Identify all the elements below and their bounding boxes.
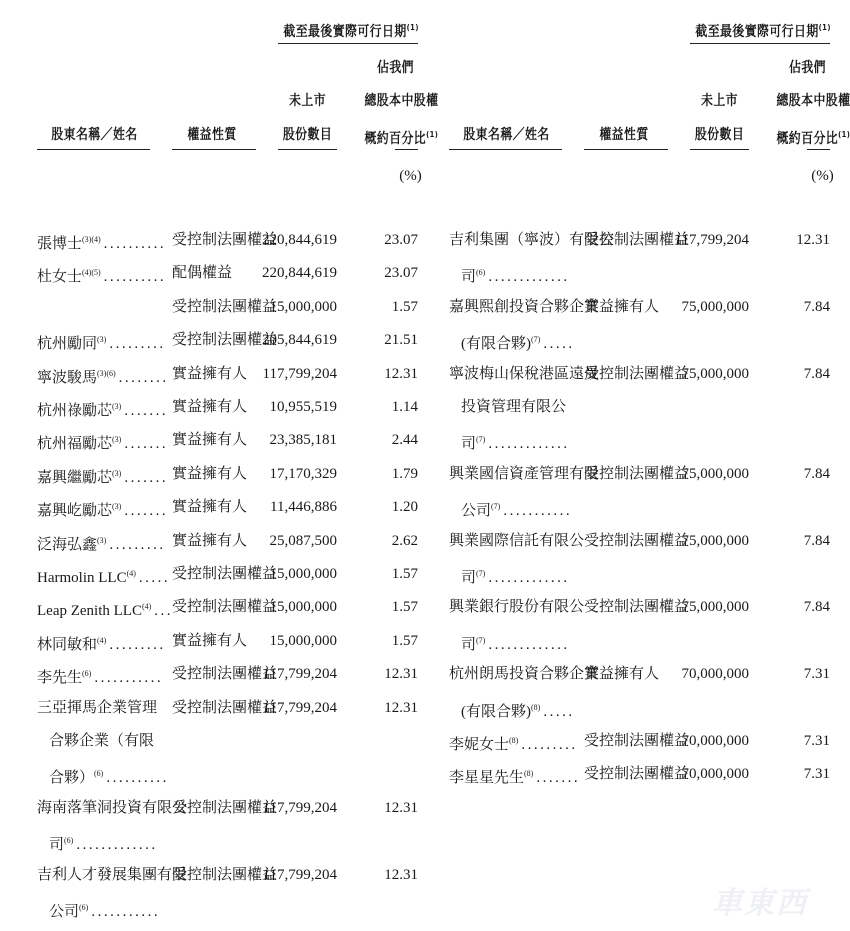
right-interest-nature: 受控制法團權益: [584, 599, 690, 616]
dot-leader: ...: [154, 603, 174, 620]
name-text: 杜女士: [37, 269, 83, 286]
left-share-count: 205,844,619: [262, 332, 337, 349]
name-text: 合夥）: [49, 770, 95, 787]
footnote-ref: (3): [112, 435, 122, 445]
left-shares-header-1: 未上市: [289, 93, 326, 109]
left-interest-nature: 受控制法團權益: [172, 566, 278, 582]
footnote-ref: (6): [94, 769, 104, 779]
group-title-text: 截至最後實際可行日期: [695, 24, 819, 40]
footnote-ref: (4): [97, 635, 107, 645]
left-name-header: 股東名稱／姓名: [51, 127, 138, 143]
left-shareholder-name: [37, 665, 163, 687]
right-percentage: 12.31: [796, 232, 830, 248]
left-nature-header: 權益性質: [187, 127, 237, 143]
left-shareholder-name: [37, 365, 169, 387]
left-shareholder-name: [37, 866, 187, 884]
right-pct-header-2: 總股本中股權: [776, 93, 850, 109]
left-share-count: 117,799,204: [262, 866, 337, 883]
footnote-ref: (4): [141, 602, 152, 612]
name-text: 三亞揮馬企業管理: [37, 699, 158, 716]
dot-leader: .........: [109, 536, 166, 553]
left-group-underline: [278, 43, 418, 44]
dot-leader: .........: [521, 737, 578, 753]
left-shareholder-name: [37, 598, 173, 620]
left-interest-nature: 受控制法團權益: [172, 666, 278, 683]
group-title-text: 截至最後實際可行日期: [283, 24, 407, 40]
right-shares-underline: [690, 149, 749, 150]
right-shareholder-name: [449, 765, 580, 787]
left-interest-nature: 受控制法團權益: [172, 699, 278, 716]
left-share-count: 23,385,181: [269, 432, 337, 449]
name-text: 興業銀行股份有限公: [449, 599, 585, 616]
left-interest-nature: 受控制法團權益: [172, 298, 278, 315]
pct-header-text: 概約百分比: [364, 131, 427, 147]
left-shareholder-name: [37, 331, 166, 353]
dot-leader: .........: [109, 336, 166, 353]
footnote-ref: (3)(4): [82, 235, 101, 244]
right-percentage: 7.31: [803, 766, 830, 783]
left-percentage: 12.31: [384, 699, 418, 716]
right-shareholder-name: [449, 532, 584, 550]
left-shareholder-name: [37, 431, 168, 453]
dot-leader: .......: [536, 770, 581, 787]
left-share-count: 117,799,204: [262, 699, 337, 716]
left-interest-nature: 實益擁有人: [172, 432, 248, 449]
name-text: 公司: [49, 904, 80, 920]
left-name-underline: [37, 149, 150, 150]
right-shareholder-name: [449, 665, 599, 683]
watermark-logo: 車東西: [712, 886, 808, 921]
dot-leader: .............: [76, 837, 158, 854]
right-percentage: 7.84: [803, 599, 830, 616]
left-nature-underline: [172, 149, 256, 150]
left-percentage: 1.57: [391, 298, 418, 315]
left-shareholder-name: [37, 699, 157, 717]
left-percentage: 12.31: [384, 365, 418, 382]
footnote-ref: (8): [524, 769, 534, 779]
left-group-title: [283, 19, 419, 41]
left-share-count: 10,955,519: [269, 399, 337, 415]
right-shareholder-name: [461, 398, 566, 416]
right-shares-header-1: 未上市: [701, 93, 738, 109]
dot-leader: .............: [488, 570, 570, 586]
left-shareholder-name: [37, 532, 166, 554]
name-text: 杭州福勵芯: [37, 436, 113, 453]
dot-leader: .............: [488, 636, 570, 653]
footnote-ref: (6): [79, 903, 89, 912]
footnote-ref: (7): [476, 569, 486, 578]
left-interest-nature: 實益擁有人: [172, 632, 248, 649]
name-text: 司: [461, 269, 477, 286]
right-shareholder-name: [461, 565, 570, 587]
dot-leader: ..........: [103, 236, 167, 252]
right-shareholder-name: [449, 732, 578, 754]
dot-leader: .......: [124, 436, 169, 453]
right-shareholder-name: [449, 365, 599, 383]
footnote-ref: (8): [531, 702, 541, 712]
right-shareholder-name: [449, 465, 599, 483]
left-shareholder-name: [37, 498, 168, 520]
left-interest-nature: 配偶權益: [172, 265, 233, 282]
dot-leader: .......: [124, 503, 169, 520]
name-text: 泛海弘鑫: [37, 536, 98, 553]
left-percentage: 12.31: [384, 666, 418, 683]
name-text: 興業國信資產管理有限: [449, 465, 600, 482]
name-text: 杭州祿勵芯: [37, 403, 113, 419]
name-text: Harmolin LLC: [37, 570, 127, 586]
dot-leader: .......: [124, 469, 169, 486]
right-interest-nature: 受控制法團權益: [584, 766, 690, 783]
left-share-count: 15,000,000: [269, 566, 337, 582]
footnote-ref: (3): [112, 502, 122, 512]
name-text: 李妮女士: [449, 737, 510, 753]
footnote-ref: (3): [97, 535, 107, 545]
dot-leader: .....: [138, 570, 171, 586]
right-name-header: 股東名稱／姓名: [463, 127, 550, 143]
name-text: (有限合夥): [461, 336, 531, 353]
right-shareholder-name: [461, 331, 575, 353]
dot-leader: .....: [543, 703, 575, 720]
footnote-ref: (1): [406, 23, 419, 32]
right-interest-nature: 受控制法團權益: [584, 532, 690, 549]
name-text: 合夥企業（有限: [49, 733, 155, 749]
name-text: 司: [461, 436, 477, 453]
right-interest-nature: 受控制法團權益: [584, 232, 690, 248]
footnote-ref: (3): [112, 402, 122, 411]
left-shareholder-name: [49, 832, 158, 854]
left-interest-nature: 受控制法團權益: [172, 599, 278, 616]
footnote-ref: (6): [64, 836, 74, 846]
name-text: 吉利人才發展集團有限: [37, 866, 188, 883]
left-share-count: 11,446,886: [270, 499, 337, 516]
footnote-ref: (8): [509, 736, 519, 745]
name-text: 李先生: [37, 670, 83, 687]
left-interest-nature: 實益擁有人: [172, 499, 248, 516]
right-share-count: 75,000,000: [681, 365, 749, 382]
right-share-count: 75,000,000: [681, 465, 749, 482]
left-share-count: 117,799,204: [262, 666, 337, 683]
right-shareholder-name: [449, 298, 599, 316]
left-interest-nature: 受控制法團權益: [172, 332, 278, 349]
footnote-ref: (7): [476, 635, 486, 645]
left-share-count: 117,799,204: [262, 799, 337, 816]
footnote-ref: (7): [491, 502, 501, 512]
left-percentage: 1.79: [391, 465, 418, 482]
dot-leader: .............: [488, 269, 570, 286]
footnote-ref: (7): [476, 435, 486, 445]
footnote-ref: (1): [426, 130, 439, 139]
right-share-count: 75,000,000: [681, 599, 749, 616]
name-text: 寧波駿馬: [37, 369, 98, 386]
right-shareholder-name: [449, 598, 584, 616]
name-text: 嘉興熙創投資合夥企業: [449, 298, 600, 315]
left-percentage: 1.57: [391, 566, 418, 582]
dot-leader: ...........: [503, 503, 573, 520]
name-text: 杭州勵同: [37, 336, 98, 353]
right-shareholder-name: [461, 498, 572, 520]
left-shareholder-name: [37, 465, 168, 487]
left-percentage: 2.62: [391, 532, 418, 549]
left-percentage: 2.44: [391, 432, 418, 449]
left-share-count: 15,000,000: [269, 298, 337, 315]
name-text: 李星星先生: [449, 770, 525, 787]
dot-leader: .....: [543, 336, 575, 353]
right-shareholder-name: [461, 431, 570, 453]
footnote-ref: (3)(6): [97, 368, 116, 378]
name-text: 公司: [461, 503, 492, 520]
right-share-count: 75,000,000: [681, 298, 749, 315]
left-percentage: 12.31: [384, 866, 418, 883]
footnote-ref: (4): [126, 569, 136, 578]
left-percentage: 1.14: [391, 399, 418, 415]
footnote-ref: (3): [97, 335, 107, 345]
right-percentage: 7.31: [803, 733, 830, 749]
right-percentage: 7.84: [803, 465, 830, 482]
left-shareholder-name: [37, 799, 187, 817]
right-share-count: 117,799,204: [674, 232, 749, 248]
left-shares-header-2: 股份數目: [282, 127, 333, 143]
dot-leader: ..........: [103, 269, 167, 286]
left-share-count: 220,844,619: [262, 232, 337, 248]
left-share-count: 220,844,619: [262, 265, 337, 282]
left-percentage: 21.51: [384, 332, 418, 349]
left-interest-nature: 受控制法團權益: [172, 232, 278, 248]
left-percentage: 12.31: [384, 799, 418, 816]
right-shares-header-2: 股份數目: [694, 127, 745, 143]
right-share-count: 75,000,000: [681, 532, 749, 549]
right-group-underline: [690, 43, 830, 44]
left-shares-underline: [278, 149, 337, 150]
left-percentage: 1.57: [391, 599, 418, 616]
name-text: 吉利集團（寧波）有限公: [449, 232, 615, 248]
right-interest-nature: 受控制法團權益: [584, 733, 690, 749]
right-share-count: 70,000,000: [681, 733, 749, 749]
left-share-count: 15,000,000: [269, 632, 337, 649]
left-shareholder-name: [37, 231, 166, 253]
right-interest-nature: 實益擁有人: [584, 298, 660, 315]
name-text: 海南落筆洞投資有限公: [37, 799, 188, 816]
right-group-title: [695, 19, 831, 41]
right-nature-underline: [584, 149, 668, 150]
dot-leader: .............: [488, 436, 570, 453]
left-pct-header-3: [364, 126, 439, 148]
right-name-underline: [449, 149, 562, 150]
left-share-count: 117,799,204: [262, 365, 337, 382]
pct-header-text: 概約百分比: [776, 131, 839, 147]
left-pct-header-2: 總股本中股權: [364, 93, 439, 109]
right-share-count: 70,000,000: [681, 766, 749, 783]
dot-leader: .......: [124, 403, 169, 419]
name-text: 司: [49, 837, 65, 854]
left-pct-unit: (%): [399, 168, 422, 184]
right-share-count: 70,000,000: [681, 666, 749, 683]
footnote-ref: (1): [818, 23, 831, 32]
name-text: 投資管理有限公: [461, 399, 567, 415]
left-shareholder-name: [37, 264, 166, 286]
left-percentage: 1.57: [391, 632, 418, 649]
left-share-count: 25,087,500: [269, 532, 337, 549]
left-shareholder-name: [37, 398, 168, 420]
right-shareholder-name: [461, 699, 575, 721]
left-shareholder-name: [37, 632, 166, 654]
dot-leader: ...........: [94, 670, 164, 687]
dot-leader: ..........: [106, 770, 169, 787]
right-shareholder-name: [461, 264, 570, 286]
right-interest-nature: 受控制法團權益: [584, 365, 690, 382]
name-text: 司: [461, 636, 477, 653]
name-text: 嘉興繼勵芯: [37, 469, 113, 486]
right-nature-header: 權益性質: [599, 127, 649, 143]
name-text: 杭州朗馬投資合夥企業: [449, 666, 600, 683]
right-pct-header-3: [776, 126, 850, 148]
name-text: 司: [461, 570, 477, 586]
left-share-count: 15,000,000: [269, 599, 337, 616]
dot-leader: .........: [109, 636, 166, 653]
left-interest-nature: 實益擁有人: [172, 532, 248, 549]
right-pct-underline: [807, 149, 830, 150]
left-shareholder-name: [37, 565, 170, 587]
left-shareholder-name: [49, 765, 169, 787]
right-pct-header-1: 佔我們: [789, 60, 826, 76]
name-text: Leap Zenith LLC: [37, 603, 142, 620]
right-interest-nature: 實益擁有人: [584, 666, 660, 683]
right-percentage: 7.31: [803, 666, 830, 683]
left-shareholder-name: [49, 899, 160, 921]
left-percentage: 23.07: [384, 232, 418, 248]
left-share-count: 17,170,329: [269, 465, 337, 482]
name-text: 寧波梅山保稅港區遠晟: [449, 365, 600, 382]
left-percentage: 1.20: [391, 499, 418, 516]
right-shareholder-name: [461, 632, 570, 654]
footnote-ref: (7): [531, 335, 541, 345]
left-interest-nature: 實益擁有人: [172, 365, 248, 382]
left-pct-header-1: 佔我們: [377, 60, 414, 76]
footnote-ref: (6): [476, 268, 486, 278]
left-interest-nature: 受控制法團權益: [172, 799, 278, 816]
left-interest-nature: 受控制法團權益: [172, 866, 278, 883]
left-percentage: 23.07: [384, 265, 418, 282]
name-text: 林同敏和: [37, 636, 98, 653]
right-percentage: 7.84: [803, 365, 830, 382]
left-shareholder-name: [49, 732, 154, 750]
name-text: 嘉興屹勵芯: [37, 503, 113, 520]
left-interest-nature: 實益擁有人: [172, 399, 248, 415]
dot-leader: ...........: [91, 904, 161, 920]
footnote-ref: (3): [112, 468, 122, 478]
footnote-ref: (6): [82, 669, 92, 679]
left-pct-underline: [395, 149, 418, 150]
right-percentage: 7.84: [803, 532, 830, 549]
name-text: (有限合夥): [461, 703, 531, 720]
right-pct-unit: (%): [811, 168, 834, 184]
left-interest-nature: 實益擁有人: [172, 465, 248, 482]
footnote-ref: (4)(5): [82, 268, 101, 278]
name-text: 張博士: [37, 236, 83, 252]
right-percentage: 7.84: [803, 298, 830, 315]
name-text: 興業國際信託有限公: [449, 532, 585, 549]
footnote-ref: (1): [838, 130, 850, 139]
right-interest-nature: 受控制法團權益: [584, 465, 690, 482]
dot-leader: ........: [118, 369, 169, 386]
